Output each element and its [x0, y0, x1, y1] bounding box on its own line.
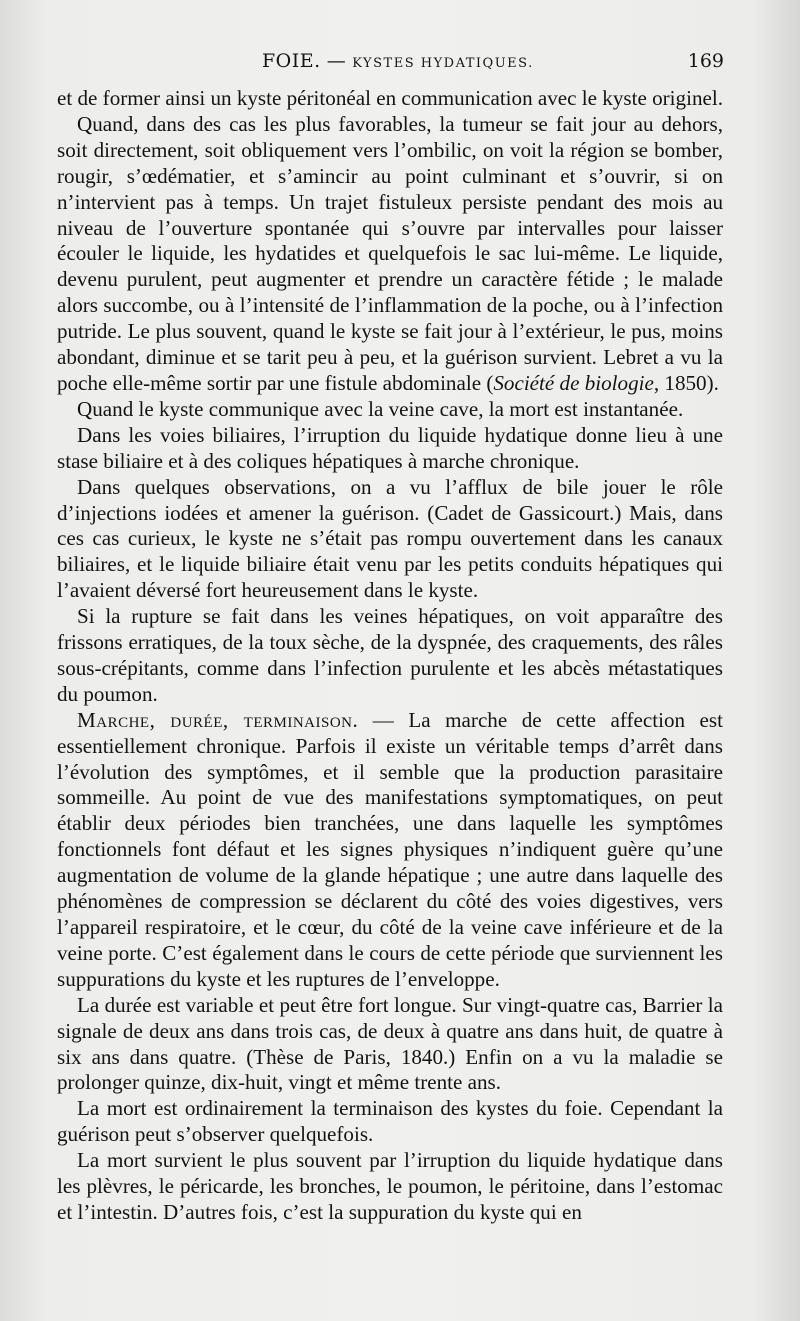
paragraph-fistula-end: , 1850). — [653, 370, 719, 395]
paragraph-fistula — [57, 112, 723, 397]
paragraph-continuation: et de former ainsi un kyste péritonéal en communication avec le kyste originel. — [57, 86, 723, 110]
title-sub: KYSTES HYDATIQUES. — [352, 56, 534, 71]
running-title — [262, 50, 534, 72]
paragraph-marche-text: — La marche de cette affection est essentiellement chronique. Parfois il existe un véritable temps d’arrêt dans l’évolution des symptômes, et il semble que la production parasitaire sommeille. Au point de vue des manifestations symptomatiques, on peut établir deux périodes bien tranchées, une dans laquelle les symptômes fonctionnels font défaut et les signes physiques n’indiquent guère qu’une augmentation de volume de la glande hépatique ; une autre dans laquelle des phénomènes de compression se déclarent du côté des voies digestives, vers l’appareil respiratoire, et le cœur, du côté de la veine cave inférieure et de la veine porte. C’est également dans le cours de cette période que surviennent les suppurations du kyste et les ruptures de l’enveloppe. — [57, 707, 723, 991]
paragraph-fistula-text: Quand, dans des cas les plus favorables, la tumeur se fait jour au dehors, soit directement, soit obliquement vers l’ombilic, on voit la région se bomber, rougir, s’œdématier, et s’amincir au point culminant et s’ouvrir, si on n’intervient pas à temps. Un trajet fistuleux persiste pendant des mois au niveau de l’ouverture spontanée qui s’ouvre par intervalles pour laisser écouler le liquide, les hydatides et quelquefois le sac lui-même. Le liquide, devenu purulent, peut augmenter et prendre un caractère fétide ; le malade alors succombe, ou à l’intensité de l’inflammation de la poche, ou à l’infection putride. Le plus souvent, quand le kyste se fait jour à l’extérieur, le pus, moins abondant, diminue et se tarit peu à peu, et la guérison survient. Lebret a vu la poche elle-même sortir par une fistule abdominale ( — [57, 111, 723, 395]
paragraph-veine-cave: Quand le kyste communique avec la veine cave, la mort est instantanée. — [77, 396, 684, 421]
paragraph-marche — [57, 708, 723, 993]
citation-societe-biologie: Société de biologie — [493, 370, 654, 395]
paragraph-veines-hepatiques: Si la rupture se fait dans les veines hépatiques, on voit apparaître des frissons erratiques, de la toux sèche, de la dyspnée, des craquements, des râles sous-crépitants, comme dans l’infection purulente et les abcès métastatiques du poumon. — [57, 604, 723, 706]
page-number: 169 — [687, 50, 724, 72]
paragraph-mort-irruption: La mort survient le plus souvent par l’irruption du liquide hydatique dans les plèvres, le péricarde, les bronches, le poumon, le péritoine, dans l’estomac et l’intestin. D’autres fois, c’est la suppuration du kyste qui en — [57, 1148, 723, 1224]
title-dash: — — [326, 50, 347, 72]
paragraph-mort-terminaison: La mort est ordinairement la terminaison des kystes du foie. Cependant la guérison peut s’observer quelquefois. — [57, 1096, 723, 1147]
paragraph-voies-biliaires: Dans les voies biliaires, l’irruption du liquide hydatique donne lieu à une stase biliaire et à des coliques hépatiques à marche chronique. — [57, 422, 723, 473]
paragraph-afflux-bile: Dans quelques observations, on a vu l’afflux de bile jouer le rôle d’injections iodées et amener la guérison. (Cadet de Gassicourt.) Mais, dans ces cas curieux, le kyste ne s’était pas rompu ouvertement dans les canaux biliaires, et le liquide biliaire était venu par les petits conduits hépatiques qui l’avaient déversé fort heureusement dans le kyste. — [57, 474, 723, 603]
section-heading-marche: Marche, durée, terminaison. — [77, 707, 359, 732]
body-text — [57, 86, 723, 1226]
title-main: FOIE. — [262, 50, 321, 72]
running-header — [56, 50, 746, 80]
paragraph-duree: La durée est variable et peut être fort longue. Sur vingt-quatre cas, Barrier la signale de deux ans dans trois cas, de deux à quatre ans dans huit, de quatre à six ans dans quatre. (Thèse de Paris, 1840.) Enfin on a vu la maladie se prolonger quinze, dix-huit, vingt et même trente ans. — [57, 992, 723, 1095]
